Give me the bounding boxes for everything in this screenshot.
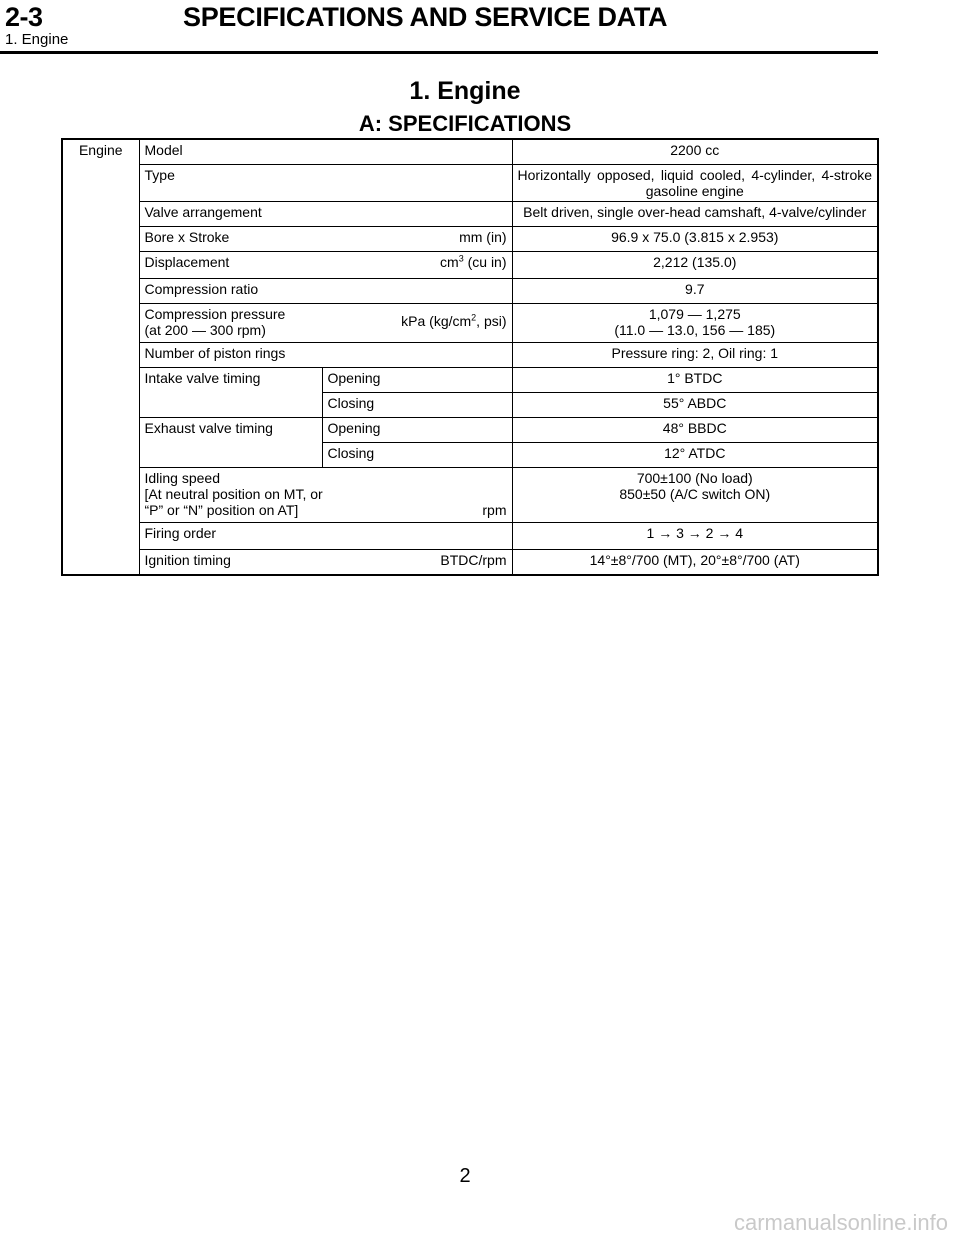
watermark: carmanualsonline.info xyxy=(733,1210,948,1235)
spec-value: 55° ABDC xyxy=(512,393,878,418)
spec-sublabel: Opening xyxy=(322,368,512,393)
spec-label-line: (at 200 — 300 rpm) xyxy=(144,322,266,338)
spec-unit: rpm xyxy=(482,502,507,518)
spec-value-line: 850±50 (A/C switch ON) xyxy=(619,486,771,502)
spec-label: Type xyxy=(139,165,512,202)
spec-value: Pressure ring: 2, Oil ring: 1 xyxy=(512,343,878,368)
page-number: 2 xyxy=(459,1165,471,1187)
group-label: Engine xyxy=(62,139,139,575)
table-row xyxy=(62,523,878,550)
spec-label: Intake valve timing xyxy=(139,368,322,418)
spec-label: Compression ratio xyxy=(139,279,512,304)
spec-label xyxy=(139,304,512,343)
spec-value: 48° BBDC xyxy=(512,418,878,443)
spec-sublabel: Closing xyxy=(322,443,512,468)
spec-label: Exhaust valve timing xyxy=(139,418,322,468)
spec-label xyxy=(139,227,512,252)
spec-label-line: [At neutral position on MT, or xyxy=(144,486,323,502)
spec-label xyxy=(139,550,512,576)
spec-unit: mm (in) xyxy=(459,229,507,245)
table-row xyxy=(62,468,878,523)
spec-sublabel: Opening xyxy=(322,418,512,443)
spec-value-line: gasoline engine xyxy=(645,183,744,199)
running-header-title: SPECIFICATIONS AND SERVICE DATA xyxy=(183,2,668,32)
spec-label-text: Ignition timing xyxy=(144,552,231,568)
table-row xyxy=(62,304,878,343)
spec-value xyxy=(512,468,878,523)
header-rule xyxy=(0,51,878,54)
spec-value: 14°±8°/700 (MT), 20°±8°/700 (AT) xyxy=(512,550,878,576)
spec-value: 2,212 (135.0) xyxy=(512,252,878,279)
spec-label: Model xyxy=(139,139,512,165)
spec-value-line: Horizontally opposed, liquid cooled, 4-cylinder, 4-stroke xyxy=(517,167,873,183)
table-row xyxy=(62,368,878,393)
table-row xyxy=(62,139,878,165)
spec-unit: $cm^3$ (cu in) xyxy=(440,253,507,270)
spec-unit: kPa ($kg/cm^2$, psi) xyxy=(401,312,507,329)
table-row xyxy=(62,202,878,227)
spec-value-line: 1,079 — 1,275 xyxy=(648,306,741,322)
spec-value-line: 700±100 (No load) xyxy=(636,470,753,486)
spec-label-line: rpm “P” or “N” position on AT] xyxy=(144,502,507,518)
section-heading: 1. Engine xyxy=(409,77,521,105)
table-row xyxy=(62,343,878,368)
spec-label xyxy=(139,468,512,523)
spec-label: Valve arrangement xyxy=(139,202,512,227)
spec-value xyxy=(512,304,878,343)
table-row xyxy=(62,165,878,202)
spec-value: 2200 cc xyxy=(512,139,878,165)
spec-value xyxy=(512,165,878,202)
spec-label-text: Displacement xyxy=(144,254,230,270)
engine-specifications-table xyxy=(61,138,879,576)
subsection-heading: A: SPECIFICATIONS xyxy=(358,111,572,136)
table-row xyxy=(62,550,878,576)
spec-label-line: Idling speed xyxy=(144,470,221,486)
spec-label-line: Compression pressure xyxy=(144,306,286,322)
spec-value: 9.7 xyxy=(512,279,878,304)
spec-value: 12° ATDC xyxy=(512,443,878,468)
table-row xyxy=(62,279,878,304)
spec-value-line: (11.0 — 13.0, 156 — 185) xyxy=(614,322,776,338)
table-row xyxy=(62,252,878,279)
table-row xyxy=(62,418,878,443)
spec-label: Firing order xyxy=(139,523,512,550)
spec-sublabel: Closing xyxy=(322,393,512,418)
spec-label: Number of piston rings xyxy=(139,343,512,368)
running-header-subtitle: 1. Engine xyxy=(5,31,69,48)
section-number: 2-3 xyxy=(5,2,43,32)
spec-label xyxy=(139,252,512,279)
spec-label-text: Bore x Stroke xyxy=(144,229,230,245)
spec-value: 1° BTDC xyxy=(512,368,878,393)
spec-value: Belt driven, single over-head camshaft, 4-valve/cylinder xyxy=(512,202,878,227)
spec-value: 1 → 3 → 2 → 4 xyxy=(512,523,878,550)
spec-value: 96.9 x 75.0 (3.815 x 2.953) xyxy=(512,227,878,252)
table-row xyxy=(62,227,878,252)
spec-unit: BTDC/rpm xyxy=(440,552,507,568)
